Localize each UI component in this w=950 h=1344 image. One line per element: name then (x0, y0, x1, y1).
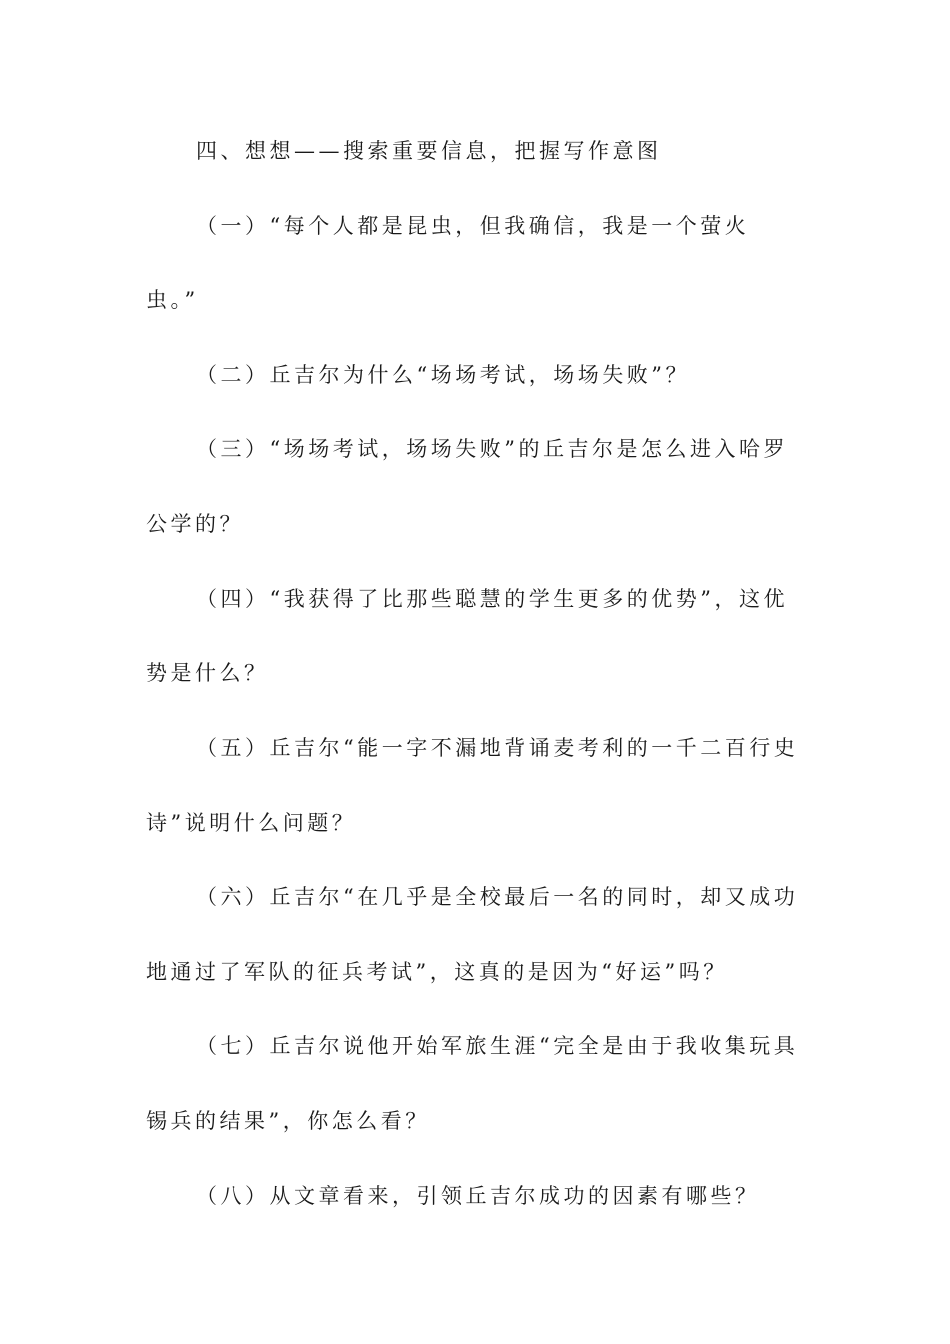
question-7-line-2: 锡兵的结果”，你怎么看？ (146, 1109, 430, 1133)
question-2-line-1: （二）丘吉尔为什么“场场考试，场场失败”？ (196, 363, 690, 387)
question-3-line-2: 公学的？ (146, 512, 244, 536)
question-6-line-1: （六）丘吉尔“在几乎是全校最后一名的同时，却又成功 (196, 885, 799, 909)
question-6-line-2: 地通过了军队的征兵考试”，这真的是因为“好运”吗？ (146, 960, 728, 984)
question-5-line-2: 诗”说明什么问题？ (146, 811, 357, 835)
question-5-line-1: （五）丘吉尔“能一字不漏地背诵麦考利的一千二百行史 (196, 736, 799, 760)
question-8-line-1: （八）从文章看来，引领丘吉尔成功的因素有哪些？ (196, 1184, 760, 1208)
question-1-line-2: 虫。” (146, 288, 199, 312)
question-1-line-1: （一）“每个人都是昆虫，但我确信，我是一个萤火 (196, 214, 750, 238)
section-heading: 四、想想——搜索重要信息，把握写作意图 (196, 139, 662, 163)
question-3-line-1: （三）“场场考试，场场失败”的丘吉尔是怎么进入哈罗 (196, 437, 788, 461)
question-7-line-1: （七）丘吉尔说他开始军旅生涯“完全是由于我收集玩具 (196, 1034, 799, 1058)
question-4-line-2: 势是什么？ (146, 661, 269, 685)
question-4-line-1: （四）“我获得了比那些聪慧的学生更多的优势”，这优 (196, 587, 788, 611)
